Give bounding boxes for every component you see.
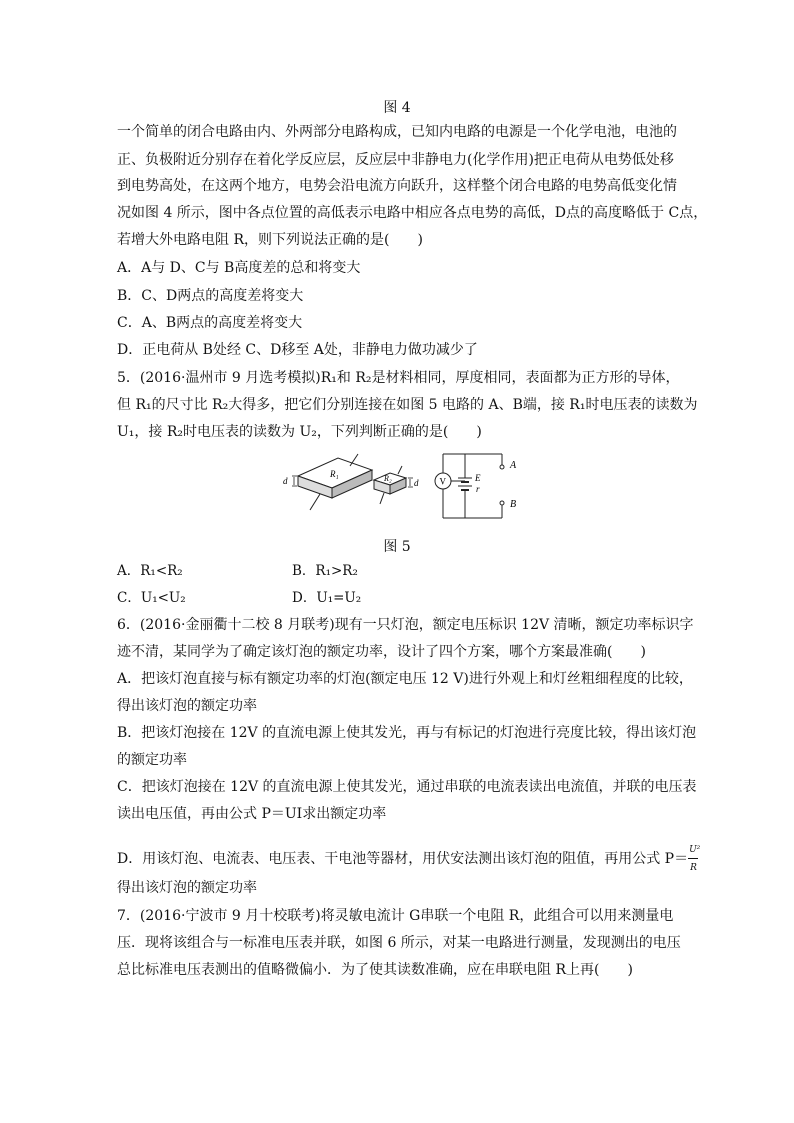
conductor-r1-block <box>292 454 372 510</box>
q6-option-c-line-1: C．把该灯泡接在 12V 的直流电源上使其发光，通过串联的电流表读出电流值，并联的电压表 <box>117 779 697 795</box>
q6-option-a-line-1: A．把该灯泡直接与标有额定功率的灯泡(额定电压 12 V)进行外观上和灯丝粗细程度的比较， <box>117 671 693 687</box>
q4-line-3: 到电势高处，在这两个地方，电势会沿电流方向跃升，这样整个闭合电路的电势高低变化情 <box>117 178 677 194</box>
q6-option-d-line-2: 得出该灯泡的额定功率 <box>117 880 257 896</box>
q7-line-1: 7．(2016·宁波市 9 月十校联考)将灵敏电流计 G串联一个电阻 R，此组合可以用来测量电 <box>117 908 674 924</box>
terminal-a-label: A <box>510 460 517 471</box>
q5-option-d: D．U₁=U₂ <box>292 590 362 606</box>
q6-option-d-text: D．用该灯泡、电流表、电压表、干电池等器材，用伏安法测出该灯泡的阻值，再用公式 P＝ <box>117 851 689 867</box>
q5-option-a: A．R₁<R₂ <box>117 563 183 579</box>
q6-line-1: 6．(2016·金丽衢十二校 8 月联考)现有一只灯泡，额定电压标识 12V 清晰，额定功率标识字 <box>117 617 694 633</box>
q5-line-2: 但 R₁的尺寸比 R₂大得多，把它们分别连接在如图 5 电路的 A、B端，接 R₁时电压表的读数为 <box>117 397 698 413</box>
internal-resistance-label: r <box>476 484 480 494</box>
conductor-r2-block <box>374 466 413 504</box>
figure-5-diagram <box>280 448 530 524</box>
q5-line-3: U₁，接 R₂时电压表的读数为 U₂，下列判断正确的是( ) <box>117 424 482 440</box>
q4-line-1: 一个简单的闭合电路由内、外两部分电路构成，已知内电路的电源是一个化学电池，电池的 <box>117 124 677 140</box>
power-formula-fraction <box>688 844 701 874</box>
circuit-wires <box>443 454 502 518</box>
figure-4-caption: 图 4 <box>383 100 411 116</box>
q4-line-4: 况如图 4 所示，图中各点位置的高低表示电路中相应各点电势的高低，D点的高度略低于 C点， <box>117 205 708 221</box>
q6-line-2: 迹不清，某同学为了确定该灯泡的额定功率，设计了四个方案，哪个方案最准确( ) <box>117 644 646 660</box>
q4-line-5: 若增大外电路电阻 R，则下列说法正确的是( ) <box>117 232 423 248</box>
r1-thickness-label: d <box>283 476 288 486</box>
r2-thickness-label: d <box>414 478 419 488</box>
battery-symbol <box>458 478 472 490</box>
q7-line-3: 总比标准电压表测出的值略微偏小．为了使其读数准确，应在串联电阻 R上再( ) <box>117 962 633 978</box>
q5-option-c: C．U₁<U₂ <box>117 590 186 606</box>
formula-denominator: R <box>690 863 697 873</box>
terminal-b <box>500 501 504 505</box>
q4-option-b: B．C、D两点的高度差将变大 <box>117 288 304 304</box>
r1-label: R₁ <box>330 469 339 479</box>
figure-5-caption: 图 5 <box>383 539 411 555</box>
q4-option-d: D．正电荷从 B处经 C、D移至 A处，非静电力做功减少了 <box>117 342 478 358</box>
formula-numerator: U² <box>689 845 701 855</box>
terminal-a <box>500 465 504 469</box>
q5-option-b: B．R₁>R₂ <box>292 563 358 579</box>
q6-option-b-line-2: 的额定功率 <box>117 752 187 768</box>
formula-fraction-bar <box>688 858 698 859</box>
q5-line-1: 5．(2016·温州市 9 月选考模拟)R₁和 R₂是材料相同，厚度相同，表面都为正方形的导体， <box>117 370 680 386</box>
q6-option-a-line-2: 得出该灯泡的额定功率 <box>117 698 257 714</box>
voltmeter-label: V <box>439 476 446 487</box>
q6-option-b-line-1: B．把该灯泡接在 12V 的直流电源上使其发光，再与有标记的灯泡进行亮度比较，得出该灯泡 <box>117 725 697 741</box>
q7-line-2: 压．现将该组合与一标准电压表并联，如图 6 所示，对某一电路进行测量，发现测出的电压 <box>117 935 681 951</box>
emf-label: E <box>475 473 481 483</box>
q4-option-c: C．A、B两点的高度差将变大 <box>117 315 303 331</box>
q6-option-c-line-2: 读出电压值，再由公式 P＝UI求出额定功率 <box>117 806 387 822</box>
r2-label: R₂ <box>384 474 392 483</box>
q4-option-a: A．A与 D、C与 B高度差的总和将变大 <box>117 260 361 276</box>
terminal-b-label: B <box>510 499 517 510</box>
q4-line-2: 正、负极附近分别存在着化学反应层，反应层中非静电力(化学作用)把正电荷从电势低处移 <box>117 152 674 168</box>
q6-option-d-line-1 <box>117 844 701 874</box>
